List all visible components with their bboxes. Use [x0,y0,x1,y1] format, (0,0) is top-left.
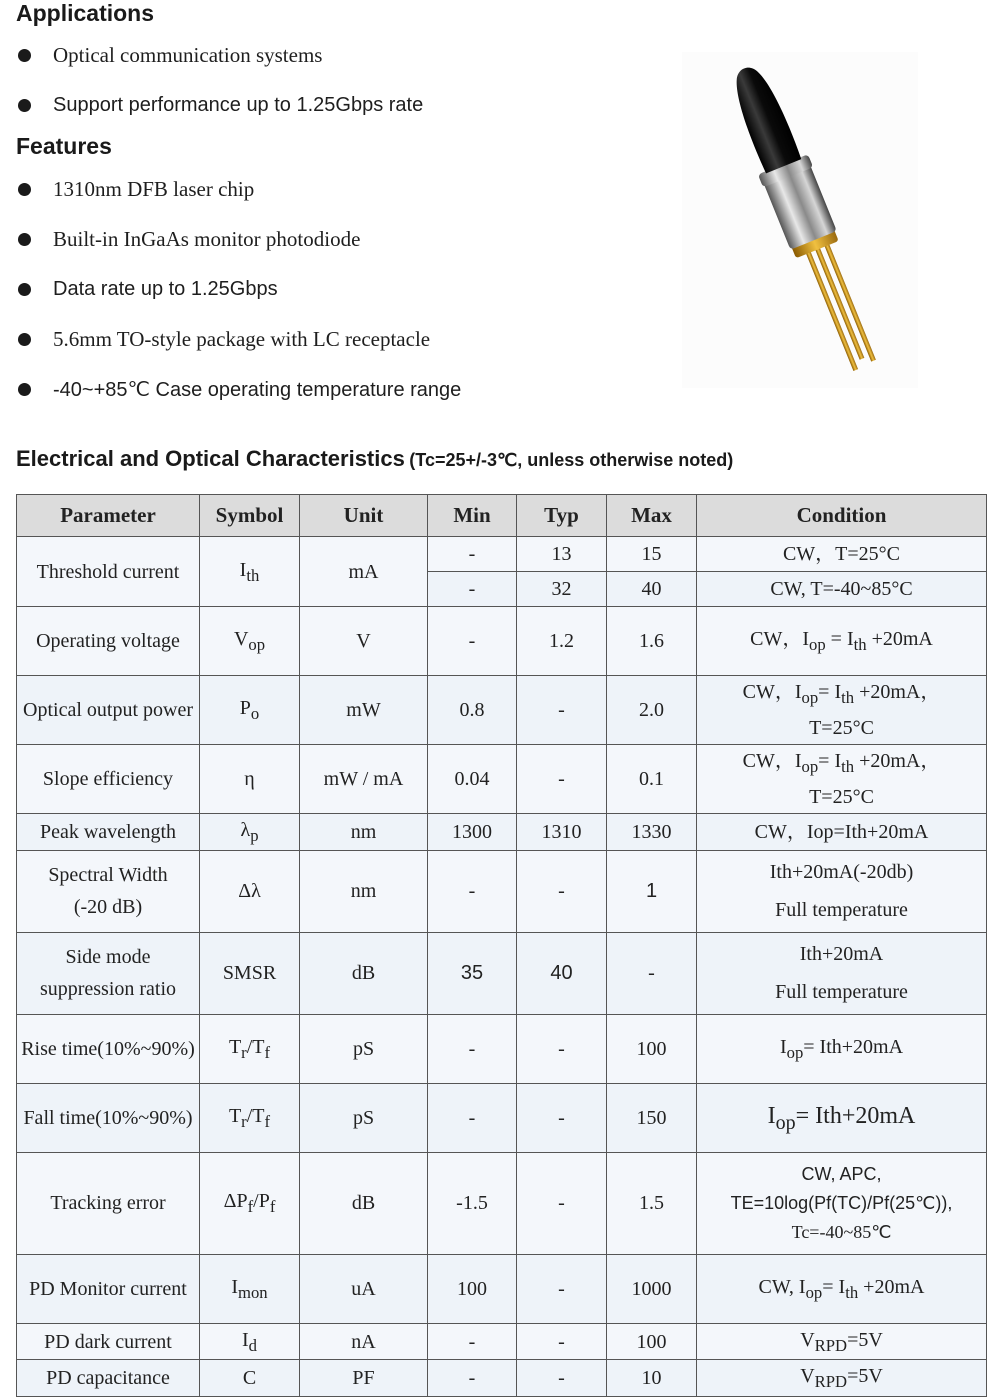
list-item: 5.6mm TO-style package with LC receptacle [16,314,461,364]
symbol-cell: $T_r/T_f$ [200,1083,300,1152]
max-cell: 40 [607,572,697,607]
symbol-cell: $I_{th}$ [200,537,300,607]
table-note: (Tc=25+/-3℃, unless otherwise noted) [409,450,734,470]
param-cell: Operating voltage [17,607,200,676]
param-cell: Side mode suppression ratio [17,932,200,1014]
symbol-cell: Δλ [200,850,300,932]
symbol-cell: $P_o$ [200,676,300,745]
applications-list [16,30,423,130]
symbol-cell: SMSR [200,932,300,1014]
bullet-icon [18,49,31,62]
param-cell: Peak wavelength [17,814,200,851]
unit-cell: pS [300,1014,428,1083]
bullet-icon [18,383,31,396]
max-cell: 150 [607,1083,697,1152]
symbol-cell: η [200,745,300,814]
table-row [17,676,987,745]
param-cell: PD capacitance [17,1360,200,1397]
max-cell: 100 [607,1323,697,1360]
min-cell: - [428,1014,517,1083]
unit-cell: uA [300,1254,428,1323]
table-row [17,1360,987,1397]
unit-cell: mW / mA [300,745,428,814]
min-cell: - [428,607,517,676]
max-cell: 1 [607,850,697,932]
condition-cell: $I_{op}= Ith+20mA$ [697,1083,987,1152]
min-cell: - [428,1360,517,1397]
param-cell: Tracking error [17,1152,200,1254]
table-row [17,850,987,932]
param-cell: PD dark current [17,1323,200,1360]
condition-cell: CW, APC, TE=10log(Pf(TC)/Pf(25℃)), Tc=-40~85℃ [697,1152,987,1254]
features-list [16,164,461,414]
min-cell: - [428,537,517,572]
column-header-parameter: Parameter [17,495,200,537]
condition-cell: Ith+20mA Full temperature [697,932,987,1014]
symbol-cell: C [200,1360,300,1397]
characteristics-table [16,494,987,1397]
condition-cell: $V_{RPD}=5V$ [697,1360,987,1397]
min-cell: 0.04 [428,745,517,814]
table-row [17,1323,987,1360]
unit-cell: nA [300,1323,428,1360]
table-title: Electrical and Optical Characteristics [16,446,405,471]
max-cell: 1.6 [607,607,697,676]
unit-cell: mA [300,537,428,607]
condition-cell: CW，$I_{op}= I_{th} +20mA$， T=25°C [697,676,987,745]
table-row [17,745,987,814]
typ-cell: - [517,1360,607,1397]
list-item: 1310nm DFB laser chip [16,164,461,214]
param-cell: PD Monitor current [17,1254,200,1323]
column-header-typ: Typ [517,495,607,537]
min-cell: - [428,572,517,607]
typ-cell: - [517,676,607,745]
condition-cell: CW，$I_{op} = I_{th} +20mA$ [697,607,987,676]
list-item: Data rate up to 1.25Gbps [16,264,461,314]
table-row [17,1254,987,1323]
table-row [17,537,987,572]
condition-cell: $I_{op}= Ith+20mA$ [697,1014,987,1083]
max-cell: 0.1 [607,745,697,814]
column-header-unit: Unit [300,495,428,537]
max-cell: 1000 [607,1254,697,1323]
list-item: Support performance up to 1.25Gbps rate [16,80,423,130]
condition-cell: CW，Iop=Ith+20mA [697,814,987,851]
condition-cell: Ith+20mA(-20db) Full temperature [697,850,987,932]
column-header-symbol: Symbol [200,495,300,537]
typ-cell: 1310 [517,814,607,851]
symbol-cell: $V_{op}$ [200,607,300,676]
unit-cell: V [300,607,428,676]
condition-cell: CW, T=-40~85°C [697,572,987,607]
max-cell: 1330 [607,814,697,851]
typ-cell: - [517,1323,607,1360]
table-row [17,1152,987,1254]
symbol-cell: $I_d$ [200,1323,300,1360]
min-cell: 0.8 [428,676,517,745]
applications-heading: Applications [16,0,155,26]
typ-cell: 32 [517,572,607,607]
table-header-row [17,495,987,537]
unit-cell: dB [300,1152,428,1254]
param-cell: Threshold current [17,537,200,607]
column-header-min: Min [428,495,517,537]
param-cell: Rise time(10%~90%) [17,1014,200,1083]
min-cell: - [428,1083,517,1152]
max-cell: 10 [607,1360,697,1397]
max-cell: - [607,932,697,1014]
list-item: Built-in InGaAs monitor photodiode [16,214,461,264]
min-cell: - [428,1323,517,1360]
min-cell: - [428,850,517,932]
condition-cell: CW，$I_{op}= I_{th} +20mA$， T=25°C [697,745,987,814]
unit-cell: PF [300,1360,428,1397]
typ-cell: - [517,1014,607,1083]
typ-cell: 1.2 [517,607,607,676]
bullet-icon [18,283,31,296]
typ-cell: - [517,850,607,932]
symbol-cell: $T_r/T_f$ [200,1014,300,1083]
min-cell: 1300 [428,814,517,851]
typ-cell: - [517,745,607,814]
condition-cell: CW, $I_{op}= I_{th} +20mA$ [697,1254,987,1323]
list-item: -40~+85℃ Case operating temperature range [16,364,461,414]
bullet-icon [18,99,31,112]
typ-cell: 13 [517,537,607,572]
symbol-cell: $\lambda_p$ [200,814,300,851]
symbol-cell: $I_{mon}$ [200,1254,300,1323]
features-heading: Features [16,133,112,159]
typ-cell: - [517,1152,607,1254]
max-cell: 15 [607,537,697,572]
unit-cell: dB [300,932,428,1014]
max-cell: 2.0 [607,676,697,745]
table-row [17,814,987,851]
min-cell: 100 [428,1254,517,1323]
table-row [17,607,987,676]
table-row [17,1014,987,1083]
max-cell: 1.5 [607,1152,697,1254]
bullet-icon [18,183,31,196]
table-heading [16,446,733,472]
min-cell: 35 [428,932,517,1014]
param-cell: Optical output power [17,676,200,745]
param-cell: Slope efficiency [17,745,200,814]
symbol-cell: $\Delta P_f/P_f$ [200,1152,300,1254]
list-item: Optical communication systems [16,30,423,80]
condition-cell: $V_{RPD}=5V$ [697,1323,987,1360]
bullet-icon [18,333,31,346]
max-cell: 100 [607,1014,697,1083]
param-cell: Spectral Width (-20 dB) [17,850,200,932]
param-cell: Fall time(10%~90%) [17,1083,200,1152]
unit-cell: nm [300,850,428,932]
unit-cell: mW [300,676,428,745]
typ-cell: - [517,1083,607,1152]
table-row [17,932,987,1014]
laser-diode-product-image [682,52,918,388]
typ-cell: - [517,1254,607,1323]
unit-cell: pS [300,1083,428,1152]
unit-cell: nm [300,814,428,851]
column-header-condition: Condition [697,495,987,537]
condition-cell: CW，T=25°C [697,537,987,572]
table-row [17,1083,987,1152]
bullet-icon [18,233,31,246]
typ-cell: 40 [517,932,607,1014]
min-cell: -1.5 [428,1152,517,1254]
column-header-max: Max [607,495,697,537]
